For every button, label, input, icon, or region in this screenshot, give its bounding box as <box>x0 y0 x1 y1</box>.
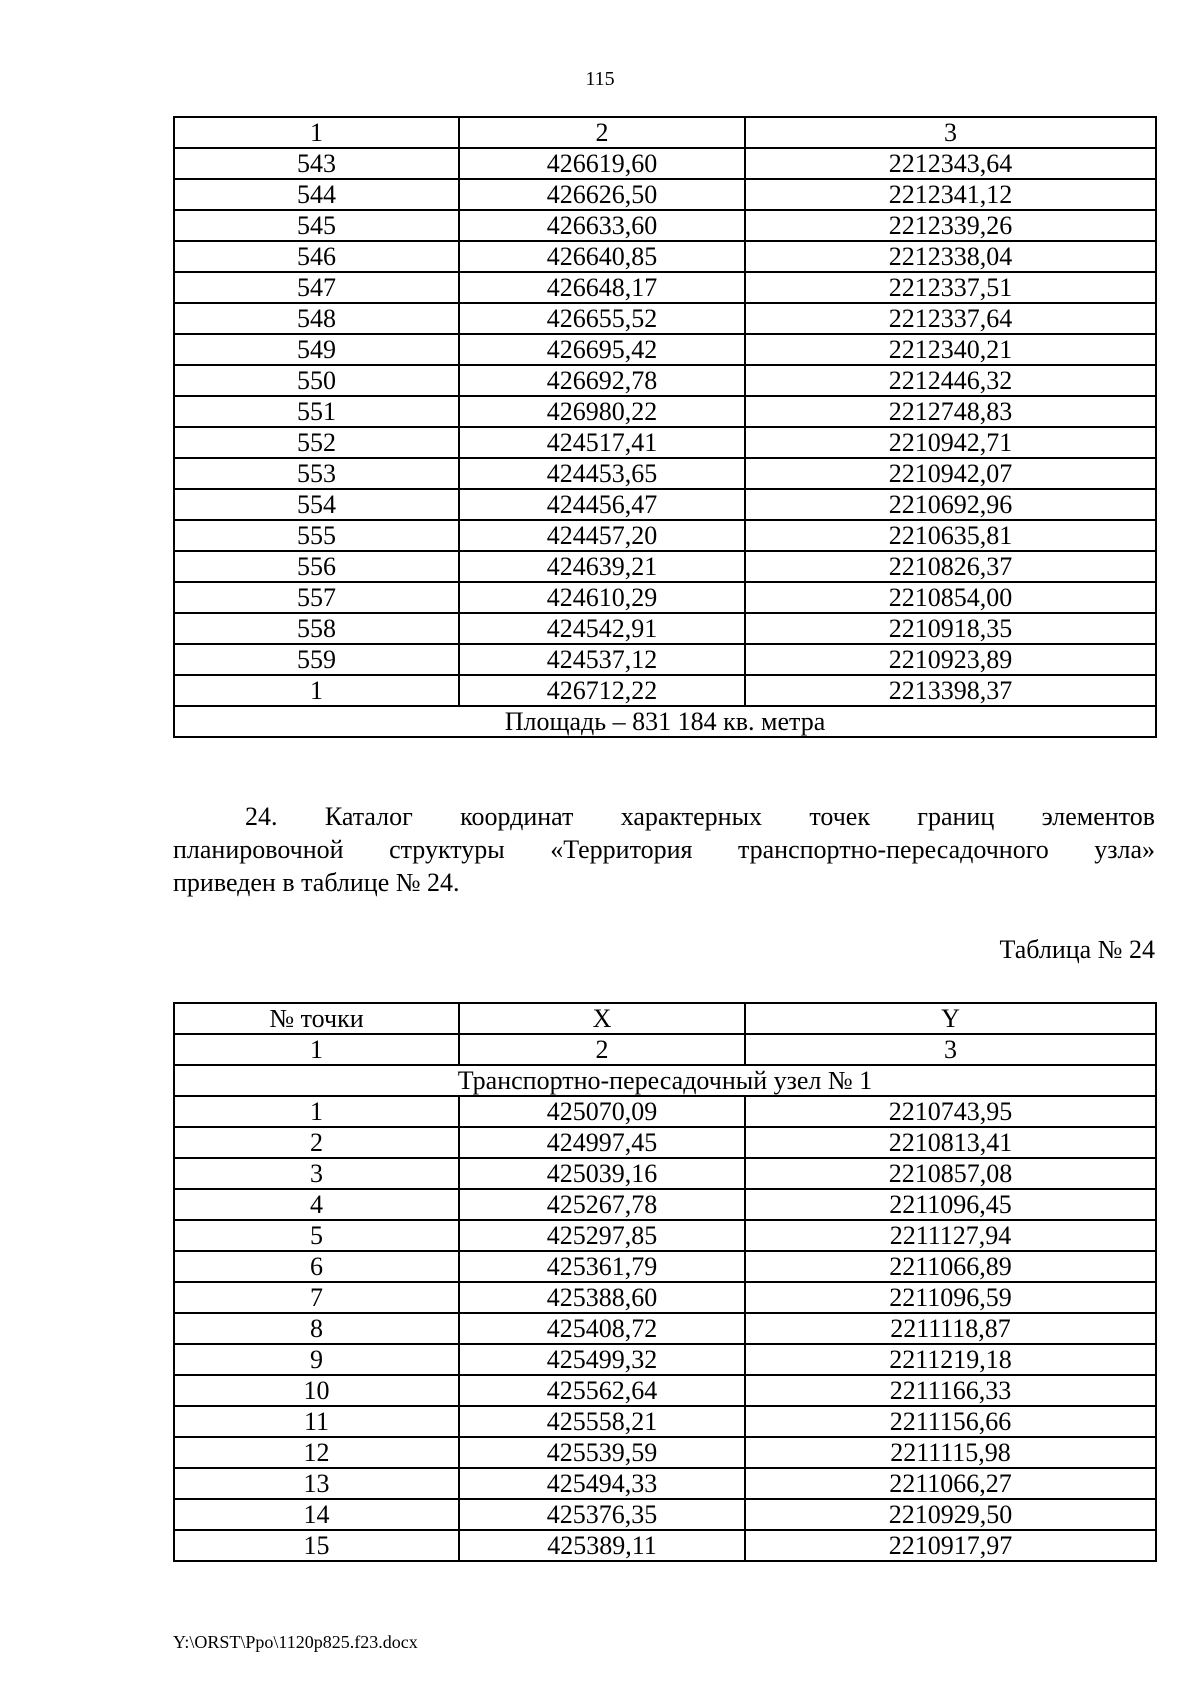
table-cell: 2211066,27 <box>745 1468 1156 1499</box>
table-cell: 2210854,00 <box>745 582 1156 613</box>
table-header-row <box>174 117 1156 148</box>
table-cell: 550 <box>174 365 459 396</box>
table-cell: 7 <box>174 1282 459 1313</box>
table-cell: 545 <box>174 210 459 241</box>
area-summary-row-cell: Площадь – 831 184 кв. метра <box>174 706 1156 737</box>
table-cell: 425539,59 <box>459 1437 745 1468</box>
table-cell: Y <box>745 1003 1156 1034</box>
table-row <box>174 613 1156 644</box>
page-number: 115 <box>585 68 615 90</box>
table-row <box>174 644 1156 675</box>
table-cell: 1 <box>174 1096 459 1127</box>
table-row <box>174 210 1156 241</box>
table-row <box>174 489 1156 520</box>
table-cell: 424457,20 <box>459 520 745 551</box>
table-row <box>174 1189 1156 1220</box>
paragraph-line-3: приведен в таблице № 24. <box>173 868 460 897</box>
area-summary-row <box>174 706 1156 737</box>
table-cell: 559 <box>174 644 459 675</box>
table-cell: 2211066,89 <box>745 1251 1156 1282</box>
table-cell: 424517,41 <box>459 427 745 458</box>
table-cell: 2210813,41 <box>745 1127 1156 1158</box>
table-cell: 11 <box>174 1406 459 1437</box>
table-cell: 1 <box>174 117 459 148</box>
table-cell: 424997,45 <box>459 1127 745 1158</box>
column-numbering-row <box>174 1034 1156 1065</box>
table-row <box>174 1127 1156 1158</box>
table-cell: 424639,21 <box>459 551 745 582</box>
table-cell: 424453,65 <box>459 458 745 489</box>
table-cell: 426640,85 <box>459 241 745 272</box>
table-cell: 425376,35 <box>459 1499 745 1530</box>
table-cell: 551 <box>174 396 459 427</box>
table-row <box>174 179 1156 210</box>
table-cell: 426980,22 <box>459 396 745 427</box>
table-cell: 2210635,81 <box>745 520 1156 551</box>
table-cell: 3 <box>745 1034 1156 1065</box>
table-cell: 425558,21 <box>459 1406 745 1437</box>
table-cell: 2210917,97 <box>745 1530 1156 1561</box>
table-cell: 425039,16 <box>459 1158 745 1189</box>
table-cell: 425361,79 <box>459 1251 745 1282</box>
table-cell: 2210857,08 <box>745 1158 1156 1189</box>
table-cell: 8 <box>174 1313 459 1344</box>
table-cell: 426626,50 <box>459 179 745 210</box>
table-cell: 556 <box>174 551 459 582</box>
table-cell: 2 <box>459 117 745 148</box>
table-cell: 12 <box>174 1437 459 1468</box>
table-cell: 2212341,12 <box>745 179 1156 210</box>
table-cell: 547 <box>174 272 459 303</box>
table-cell: 6 <box>174 1251 459 1282</box>
table-cell: 2210942,07 <box>745 458 1156 489</box>
table-cell: 553 <box>174 458 459 489</box>
table-cell: 425499,32 <box>459 1344 745 1375</box>
table-cell: 2211118,87 <box>745 1313 1156 1344</box>
table-row <box>174 1251 1156 1282</box>
table-cell: 425070,09 <box>459 1096 745 1127</box>
table-cell: 2211096,59 <box>745 1282 1156 1313</box>
table-row <box>174 303 1156 334</box>
table-row <box>174 458 1156 489</box>
table-cell: 2211156,66 <box>745 1406 1156 1437</box>
table-cell: 2211115,98 <box>745 1437 1156 1468</box>
table-cell: 549 <box>174 334 459 365</box>
table-cell: X <box>459 1003 745 1034</box>
table-cell: 5 <box>174 1220 459 1251</box>
table-row <box>174 1344 1156 1375</box>
section-title-row <box>174 1065 1156 1096</box>
table-row <box>174 427 1156 458</box>
table-cell: 424537,12 <box>459 644 745 675</box>
table-row <box>174 1406 1156 1437</box>
table-row <box>174 1499 1156 1530</box>
table-cell: 2210923,89 <box>745 644 1156 675</box>
table-cell: 548 <box>174 303 459 334</box>
table-cell: 546 <box>174 241 459 272</box>
table-cell: 426712,22 <box>459 675 745 706</box>
table-cell: 2211166,33 <box>745 1375 1156 1406</box>
table-cell: 2211219,18 <box>745 1344 1156 1375</box>
table-cell: 425267,78 <box>459 1189 745 1220</box>
table-cell: 426695,42 <box>459 334 745 365</box>
table-cell: 14 <box>174 1499 459 1530</box>
table-cell: 2212340,21 <box>745 334 1156 365</box>
table-cell: 2210692,96 <box>745 489 1156 520</box>
table-row <box>174 241 1156 272</box>
table-row <box>174 1158 1156 1189</box>
table-cell: 2212337,64 <box>745 303 1156 334</box>
table-cell: 2211096,45 <box>745 1189 1156 1220</box>
table-cell: 13 <box>174 1468 459 1499</box>
table-row <box>174 1282 1156 1313</box>
table-row <box>174 334 1156 365</box>
table-cell: 2210929,50 <box>745 1499 1156 1530</box>
table-cell: 2210942,71 <box>745 427 1156 458</box>
table-header-row <box>174 1003 1156 1034</box>
table-cell: 3 <box>174 1158 459 1189</box>
table-row <box>174 1096 1156 1127</box>
table-cell: 2 <box>459 1034 745 1065</box>
table-cell: 1 <box>174 1034 459 1065</box>
table-cell: 425562,64 <box>459 1375 745 1406</box>
table-cell: 426648,17 <box>459 272 745 303</box>
table-row <box>174 1468 1156 1499</box>
table-row <box>174 1375 1156 1406</box>
table-cell: 555 <box>174 520 459 551</box>
table-cell: 2213398,37 <box>745 675 1156 706</box>
table-cell: 425389,11 <box>459 1530 745 1561</box>
table-caption: Таблица № 24 <box>999 935 1155 964</box>
table-row <box>174 582 1156 613</box>
table-cell: 9 <box>174 1344 459 1375</box>
catalog-paragraph <box>173 800 1155 899</box>
table-cell: 2210918,35 <box>745 613 1156 644</box>
table-row <box>174 675 1156 706</box>
coordinates-table-24 <box>173 1002 1157 1562</box>
table-cell: 15 <box>174 1530 459 1561</box>
table-cell: 552 <box>174 427 459 458</box>
table-cell: 426633,60 <box>459 210 745 241</box>
table-cell: 544 <box>174 179 459 210</box>
table-cell: 426692,78 <box>459 365 745 396</box>
coordinates-table-continued <box>173 116 1157 738</box>
table-cell: 2212339,26 <box>745 210 1156 241</box>
table-row <box>174 365 1156 396</box>
table-cell: 558 <box>174 613 459 644</box>
table-cell: 1 <box>174 675 459 706</box>
table-cell: 424610,29 <box>459 582 745 613</box>
paragraph-line-1: 24. Каталог координат характерных точек границ элементов <box>245 802 1155 831</box>
table-row <box>174 1437 1156 1468</box>
table-cell: 2210743,95 <box>745 1096 1156 1127</box>
table-row <box>174 272 1156 303</box>
table-cell: 543 <box>174 148 459 179</box>
table-cell: 2212343,64 <box>745 148 1156 179</box>
file-path-footer: Y:\ORST\Ppo\1120p825.f23.docx <box>173 1632 418 1652</box>
table-cell: 425297,85 <box>459 1220 745 1251</box>
paragraph-line-2: планировочной структуры «Территория транспортно-пересадочного узла» <box>173 835 1155 864</box>
table-cell: 424456,47 <box>459 489 745 520</box>
table-cell: 425388,60 <box>459 1282 745 1313</box>
table-row <box>174 148 1156 179</box>
table-cell: 2212748,83 <box>745 396 1156 427</box>
table-row <box>174 520 1156 551</box>
table-row <box>174 551 1156 582</box>
table-cell: № точки <box>174 1003 459 1034</box>
table-row <box>174 1530 1156 1561</box>
table-cell: 2212338,04 <box>745 241 1156 272</box>
table-row <box>174 1313 1156 1344</box>
table-cell: 2212446,32 <box>745 365 1156 396</box>
table-cell: 2 <box>174 1127 459 1158</box>
table-cell: 3 <box>745 117 1156 148</box>
table-cell: 554 <box>174 489 459 520</box>
table-cell: 424542,91 <box>459 613 745 644</box>
table-cell: 426619,60 <box>459 148 745 179</box>
table-cell: 425408,72 <box>459 1313 745 1344</box>
table-cell: 425494,33 <box>459 1468 745 1499</box>
table-cell: 2212337,51 <box>745 272 1156 303</box>
table-row <box>174 1220 1156 1251</box>
table-cell: 557 <box>174 582 459 613</box>
table-cell: 10 <box>174 1375 459 1406</box>
section-title-row-cell: Транспортно-пересадочный узел № 1 <box>174 1065 1156 1096</box>
table-cell: 426655,52 <box>459 303 745 334</box>
table-cell: 4 <box>174 1189 459 1220</box>
table-cell: 2211127,94 <box>745 1220 1156 1251</box>
table-cell: 2210826,37 <box>745 551 1156 582</box>
table-row <box>174 396 1156 427</box>
